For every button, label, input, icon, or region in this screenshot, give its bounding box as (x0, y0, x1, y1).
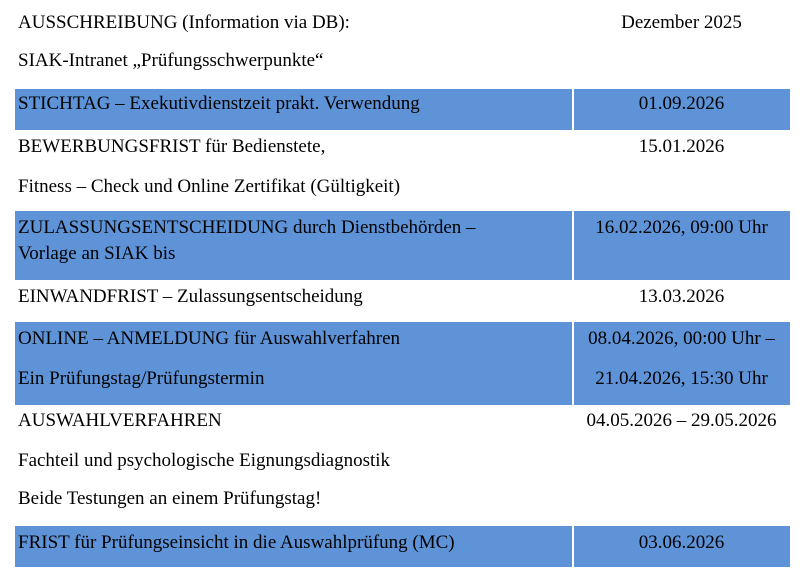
row-label: EINWANDFRIST – Zulassungsentscheidung (18, 286, 363, 307)
row-label: FRIST für Prüfungseinsicht in die Auswahlprüfung (MC) (18, 532, 455, 553)
schedule-row-zulassungsentscheidung (15, 211, 790, 280)
schedule-row-pruefungseinsicht (15, 526, 790, 567)
row-date: 08.04.2026, 00:00 Uhr – (588, 328, 775, 349)
row-label: ONLINE – ANMELDUNG für Auswahlverfahren (18, 328, 401, 349)
row-date: 15.01.2026 (638, 136, 725, 157)
row-date: 04.05.2026 – 29.05.2026 (586, 410, 777, 431)
schedule-row-einwandfrist (15, 280, 790, 322)
row-label: Beide Testungen an einem Prüfungstag! (18, 488, 322, 509)
row-label: BEWERBUNGSFRIST für Bedienstete, (18, 136, 326, 157)
schedule-row-auswahlverfahren (15, 405, 790, 526)
row-label: Fitness – Check und Online Zertifikat (Gültigkeit) (18, 176, 401, 197)
row-label: Vorlage an SIAK bis (18, 243, 176, 264)
header-date: Dezember 2025 (621, 12, 742, 33)
row-date: 03.06.2026 (638, 532, 725, 553)
row-label: Fachteil und psychologische Eignungsdiagnostik (18, 450, 391, 471)
row-label: ZULASSUNGSENTSCHEIDUNG durch Dienstbehörden – (18, 217, 476, 238)
header-subtitle: SIAK-Intranet „Prüfungsschwerpunkte“ (18, 50, 324, 71)
row-date: 16.02.2026, 09:00 Uhr (595, 217, 768, 238)
row-date: 21.04.2026, 15:30 Uhr (595, 368, 768, 389)
schedule-row-stichtag (15, 89, 790, 130)
header-title: AUSSCHREIBUNG (Information via DB): (18, 12, 350, 33)
row-date: 13.03.2026 (638, 286, 725, 307)
row-label: AUSWAHLVERFAHREN (18, 410, 222, 431)
row-label: STICHTAG – Exekutivdienstzeit prakt. Verwendung (18, 93, 420, 114)
row-label: Ein Prüfungstag/Prüfungstermin (18, 368, 265, 389)
schedule-row-online-anmeldung (15, 322, 790, 405)
row-date: 01.09.2026 (638, 93, 725, 114)
schedule-row-bewerbungsfrist (15, 130, 790, 211)
